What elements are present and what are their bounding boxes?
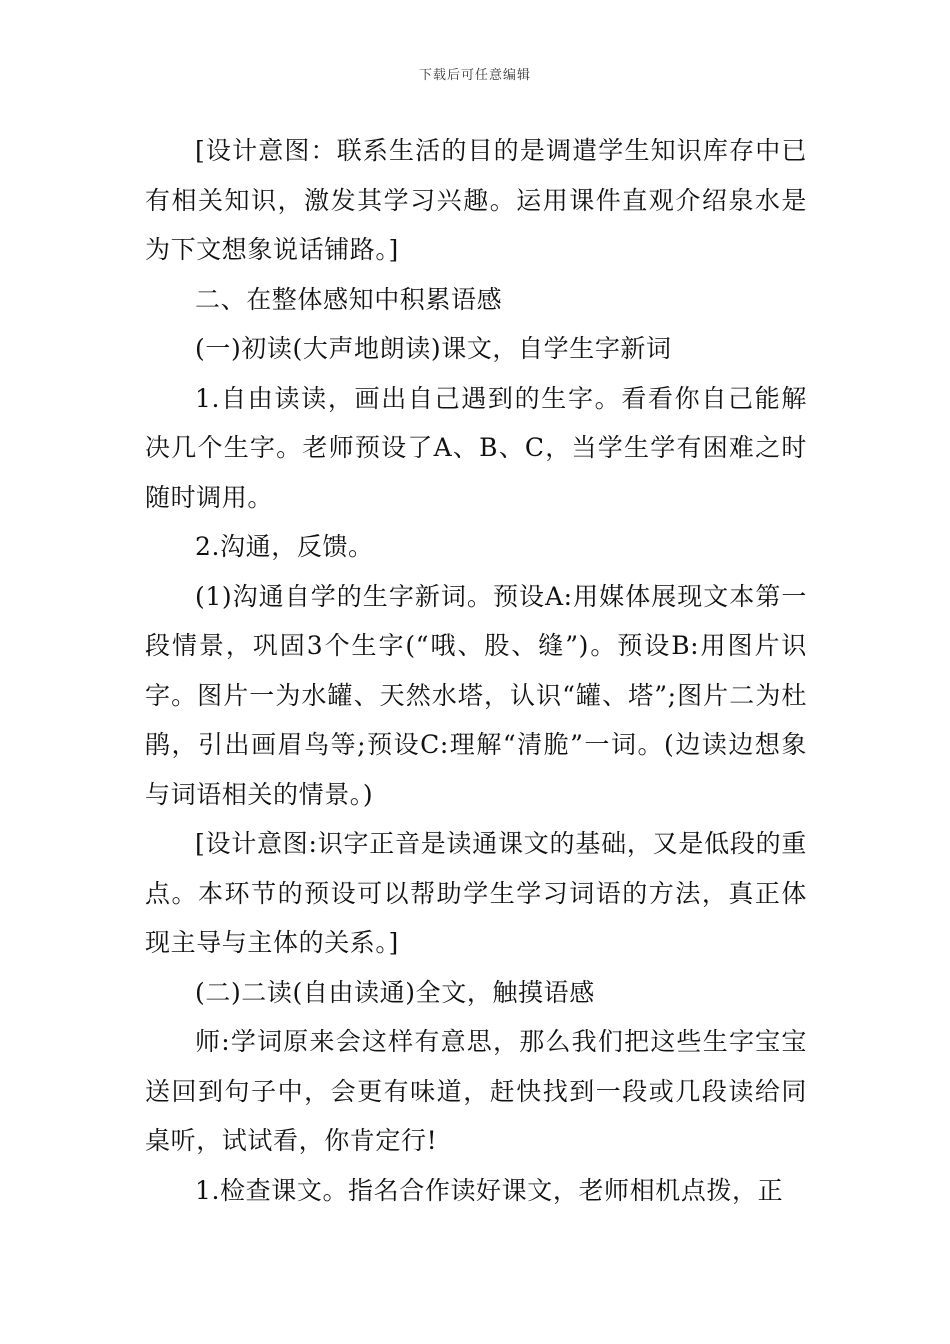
paragraph-step-2: 2.沟通，反馈。 — [195, 532, 374, 561]
subsection-heading-second-reading: (二)二读(自由读通)全文，触摸语感 — [195, 977, 595, 1007]
paragraph-step-2-1: (1)沟通自学的生字新词。预设A:用媒体展现文本第一段情景，巩固3个生字(“哦、股、缝”)。预设B:用图片识字。图片一为水罐、天然水塔，认识“罐、塔”;图片二为杜鹃，引出画眉鸟等;预设C:理解“清脆”一词。(边读边想象与词语相关的情景。) — [145, 581, 807, 809]
paragraph-design-intent-1: [设计意图：联系生活的目的是调遣学生知识库存中已有相关知识，激发其学习兴趣。运用课件直观介绍泉水是为下文想象说话铺路。] — [145, 136, 807, 264]
document-body — [145, 126, 807, 1215]
subsection-heading-first-reading: (一)初读(大声地朗读)课文，自学生字新词 — [195, 334, 672, 363]
paragraph-teacher-speech: 师:学词原来会这样有意思，那么我们把这些生字宝宝送回到句子中，会更有味道，赶快找到一段或几段读给同桌听，试试看，你肯定行! — [145, 1027, 807, 1155]
paragraph-check-text: 1.检查课文。指名合作读好课文，老师相机点拨，正 — [195, 1175, 784, 1205]
section-heading-2: 二、在整体感知中积累语感 — [195, 284, 503, 314]
page-header: 下载后可任意编辑 — [418, 68, 531, 83]
paragraph-design-intent-2: [设计意图:识字正音是读通课文的基础，又是低段的重点。本环节的预设可以帮助学生学习词语的方法，真正体现主导与主体的关系。] — [145, 829, 807, 957]
paragraph-step-1: 1.自由读读，画出自己遇到的生字。看看你自己能解决几个生字。老师预设了A、B、C，当学生学有困难之时随时调用。 — [145, 383, 807, 512]
